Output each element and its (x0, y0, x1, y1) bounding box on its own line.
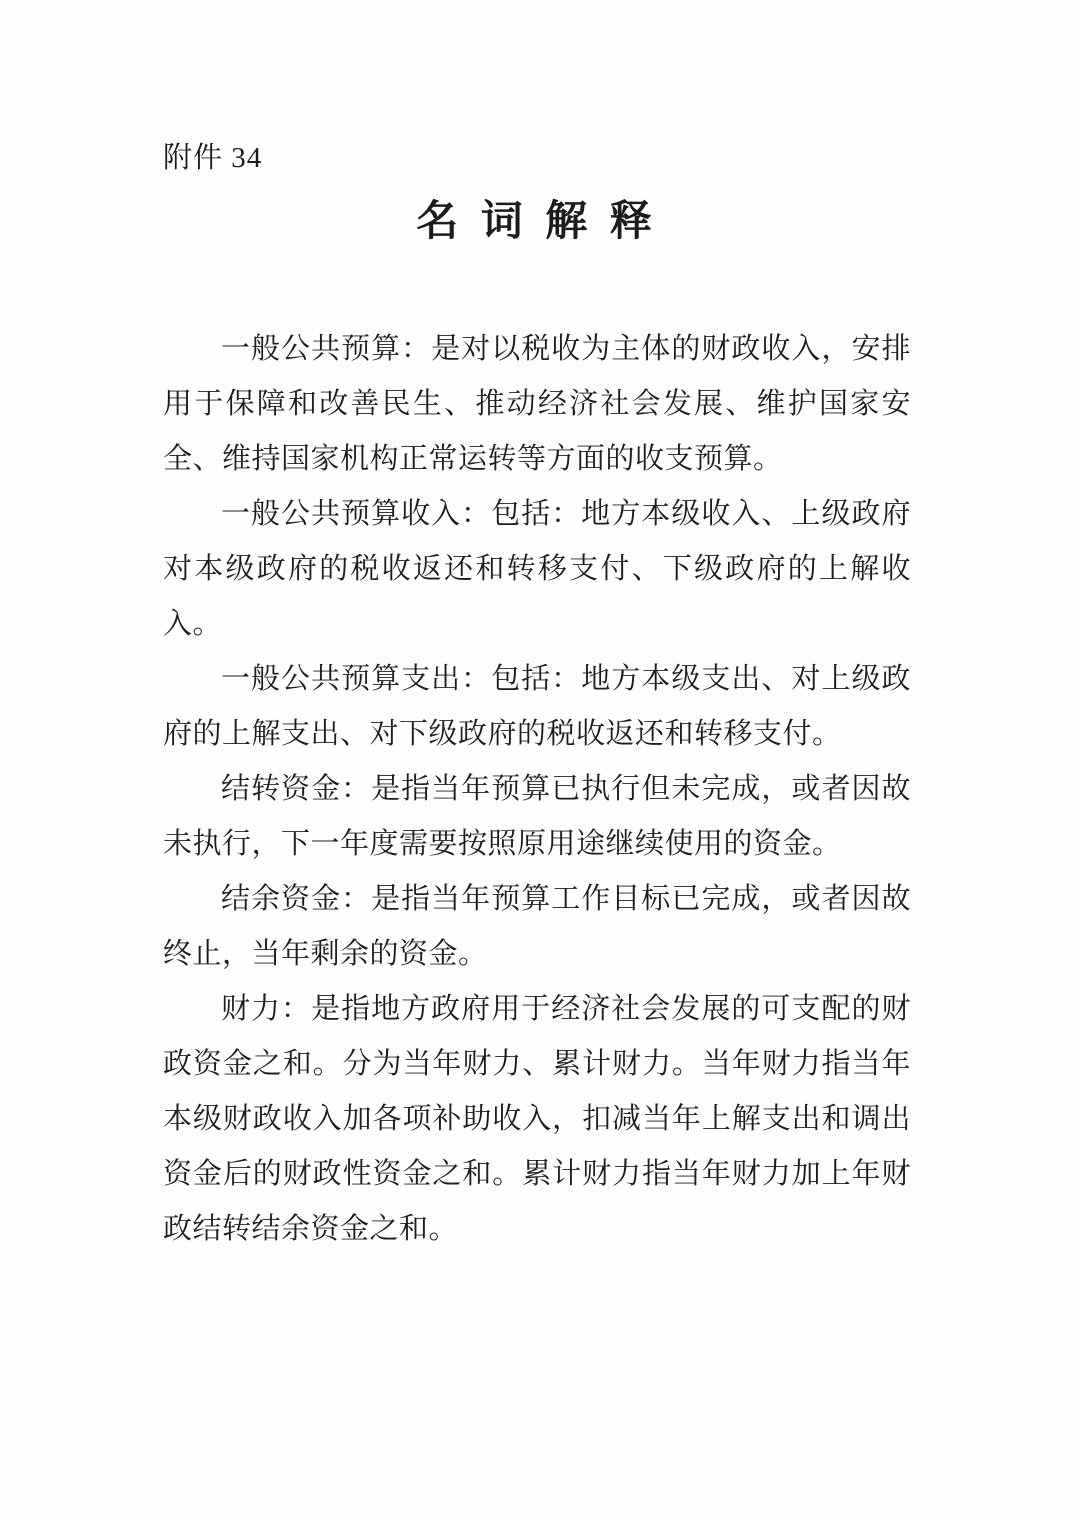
paragraph-financial-resources: 财力：是指地方政府用于经济社会发展的可支配的财政资金之和。分为当年财力、累计财力。当年财力指当年本级财政收入加各项补助收入，扣减当年上解支出和调出资金后的财政性资金之和。累计财力指当年财力加上年财政结转结余资金之和。 (163, 993, 911, 1245)
document-content (163, 138, 911, 1257)
document-body (163, 322, 911, 1257)
paragraph-general-public-budget-revenue: 一般公共预算收入：包括：地方本级收入、上级政府对本级政府的税收返还和转移支付、下级政府的上解收入。 (163, 498, 911, 640)
document-title: 名 词 解 释 (416, 199, 658, 245)
paragraph-surplus-funds: 结余资金：是指当年预算工作目标已完成，或者因故终止，当年剩余的资金。 (163, 883, 911, 970)
paragraph-general-public-budget-expenditure: 一般公共预算支出：包括：地方本级支出、对上级政府的上解支出、对下级政府的税收返还和转移支付。 (163, 663, 911, 750)
paragraph-general-public-budget: 一般公共预算：是对以税收为主体的财政收入，安排用于保障和改善民生、推动经济社会发展、维护国家安全、维持国家机构正常运转等方面的收支预算。 (163, 333, 911, 475)
paragraph-carryover-funds: 结转资金：是指当年预算已执行但未完成，或者因故未执行，下一年度需要按照原用途继续使用的资金。 (163, 773, 911, 860)
attachment-label: 附件 34 (163, 142, 263, 174)
